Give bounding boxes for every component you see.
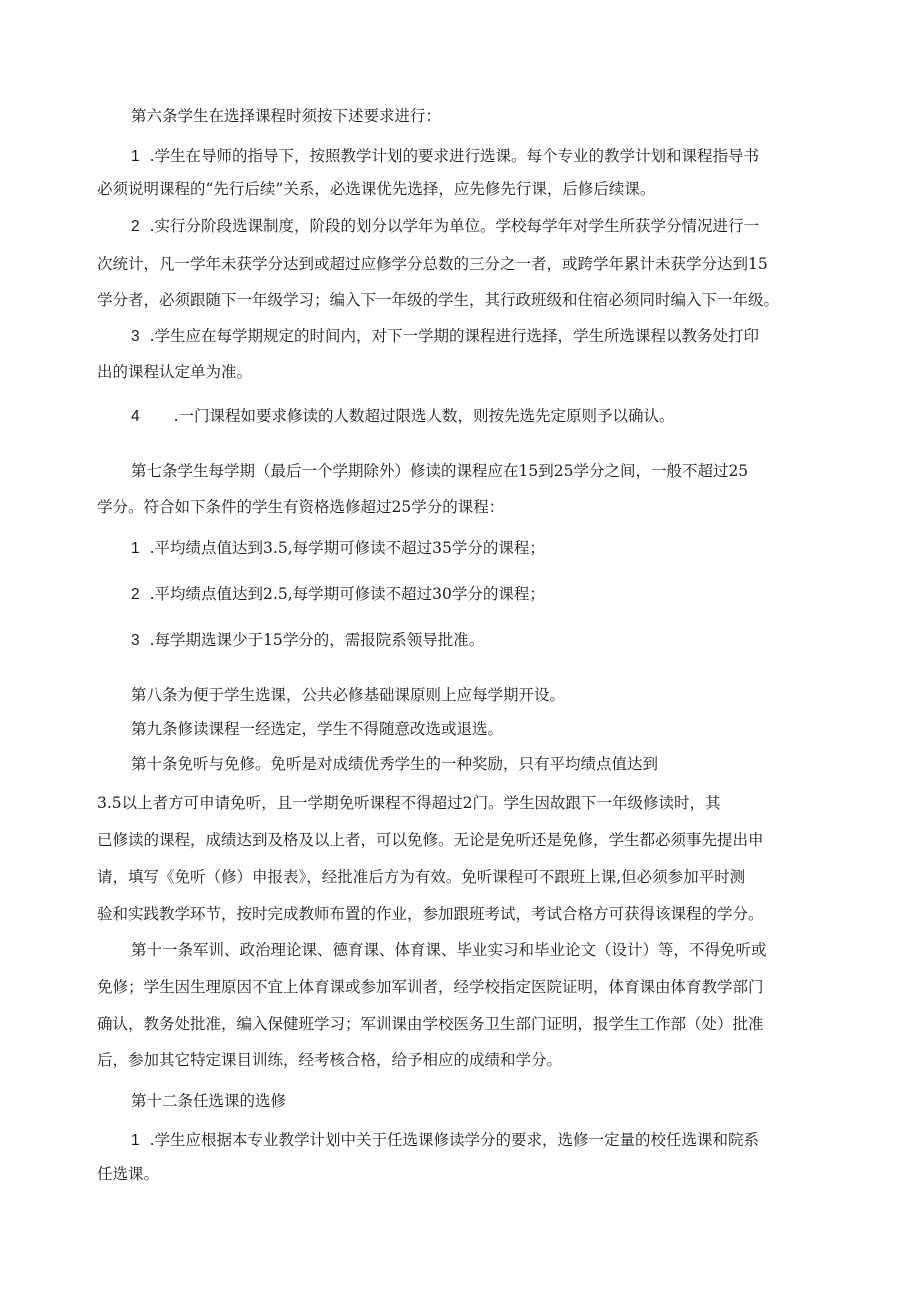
item-text: .实行分阶段选课制度，阶段的划分以学年为单位。学校每学年对学生所获学分情况进行一 [149, 217, 760, 235]
article-7-item-1 [131, 537, 545, 560]
item-text: .学生应根据本专业教学计划中关于任选课修读学分的要求，选修一定量的校任选课和院系 [149, 1131, 760, 1149]
article-12-title: 第十二条任选课的选修 [131, 1092, 287, 1110]
article-11-line-1: 第十一条军训、政治理论课、德育课、体育课、毕业实习和毕业论文（设计）等，不得免听或 [131, 941, 767, 959]
article-6-item-2-line-2: 次统计，凡一学年未获学分达到或超过应修学分总数的三分之一者，或跨学年累计未获学分达到15 [97, 255, 768, 273]
article-10-line-3: 已修读的课程，成绩达到及格及以上者，可以免修。无论是免听还是免修，学生都必须事先提出申 [97, 831, 764, 849]
article-6-item-3-line-2: 出的课程认定单为准。 [97, 363, 253, 381]
item-number: 4 [131, 408, 140, 425]
item-number: 1 [131, 1132, 140, 1149]
item-text: .一门课程如要求修读的人数超过限选人数，则按先选先定原则予以确认。 [173, 407, 675, 425]
article-11-line-2: 免修；学生因生理原因不宜上体育课或参加军训者，经学校指定医院证明，体育课由体育教学部门 [97, 978, 764, 996]
article-6-item-1-line-1 [131, 145, 759, 168]
item-number: 2 [131, 218, 140, 235]
article-6-item-4-line-1 [131, 405, 675, 428]
article-11-line-3: 确认，教务处批准，编入保健班学习；军训课由学校医务卫生部门证明，报学生工作部（处）批准 [97, 1015, 764, 1033]
article-6-item-3-line-1 [131, 325, 759, 348]
article-6-item-2-line-3: 学分者，必须跟随下一年级学习；编入下一年级的学生，其行政班级和住宿必须同时编入下一年级。 [97, 291, 780, 309]
item-number: 3 [131, 328, 140, 345]
article-10-line-5: 验和实践教学环节，按时完成教师布置的作业，参加跟班考试，考试合格方可获得该课程的学分。 [97, 905, 764, 923]
article-10-line-4: 请，填写《免听（修）申报表》，经批准后方为有效。免听课程可不跟班上课,但必须参加平时测 [97, 868, 746, 886]
article-7-line-1: 第七条学生每学期（最后一个学期除外）修读的课程应在15到25学分之间，一般不超过25 [131, 462, 749, 480]
article-6-title: 第六条学生在选择课程时须按下述要求进行： [131, 107, 442, 125]
article-6-item-2-line-1 [131, 215, 759, 238]
article-10-line-1: 第十条免听与免修。免听是对成绩优秀学生的一种奖励，只有平均绩点值达到 [131, 755, 659, 773]
article-8: 第八条为便于学生选课，公共必修基础课原则上应每学期开设。 [131, 686, 566, 704]
article-7-item-3 [131, 629, 484, 652]
item-text: .学生应在每学期规定的时间内，对下一学期的课程进行选择，学生所选课程以教务处打印 [149, 327, 760, 345]
article-10-line-2: 3.5以上者方可申请免听，且一学期免听课程不得超过2门。学生因故跟下一年级修读时，其 [97, 794, 721, 812]
item-text: .平均绩点值达到2.5,每学期可修读不超过30学分的课程； [149, 585, 545, 603]
article-12-item-1-line-1 [131, 1129, 759, 1152]
article-6-item-1-line-2: 必须说明课程的“先行后续”关系，必选课优先选择，应先修先行课，后修后续课。 [97, 180, 656, 198]
item-number: 3 [131, 632, 140, 649]
article-9: 第九条修读课程一经选定，学生不得随意改选或退选。 [131, 720, 504, 738]
article-11-line-4: 后，参加其它特定课目训练，经考核合格，给予相应的成绩和学分。 [97, 1051, 563, 1069]
item-number: 1 [131, 540, 140, 557]
item-text: .平均绩点值达到3.5,每学期可修读不超过35学分的课程； [149, 539, 545, 557]
article-7-item-2 [131, 583, 545, 606]
item-text: .学生在导师的指导下，按照教学计划的要求进行选课。每个专业的教学计划和课程指导书 [149, 147, 760, 165]
item-number: 2 [131, 586, 140, 603]
item-text: .每学期选课少于15学分的，需报院系领导批准。 [149, 631, 485, 649]
article-7-line-2: 学分。符合如下条件的学生有资格选修超过25学分的课程： [97, 498, 505, 516]
item-number: 1 [131, 148, 140, 165]
article-12-item-1-line-2: 任选课。 [97, 1165, 160, 1183]
